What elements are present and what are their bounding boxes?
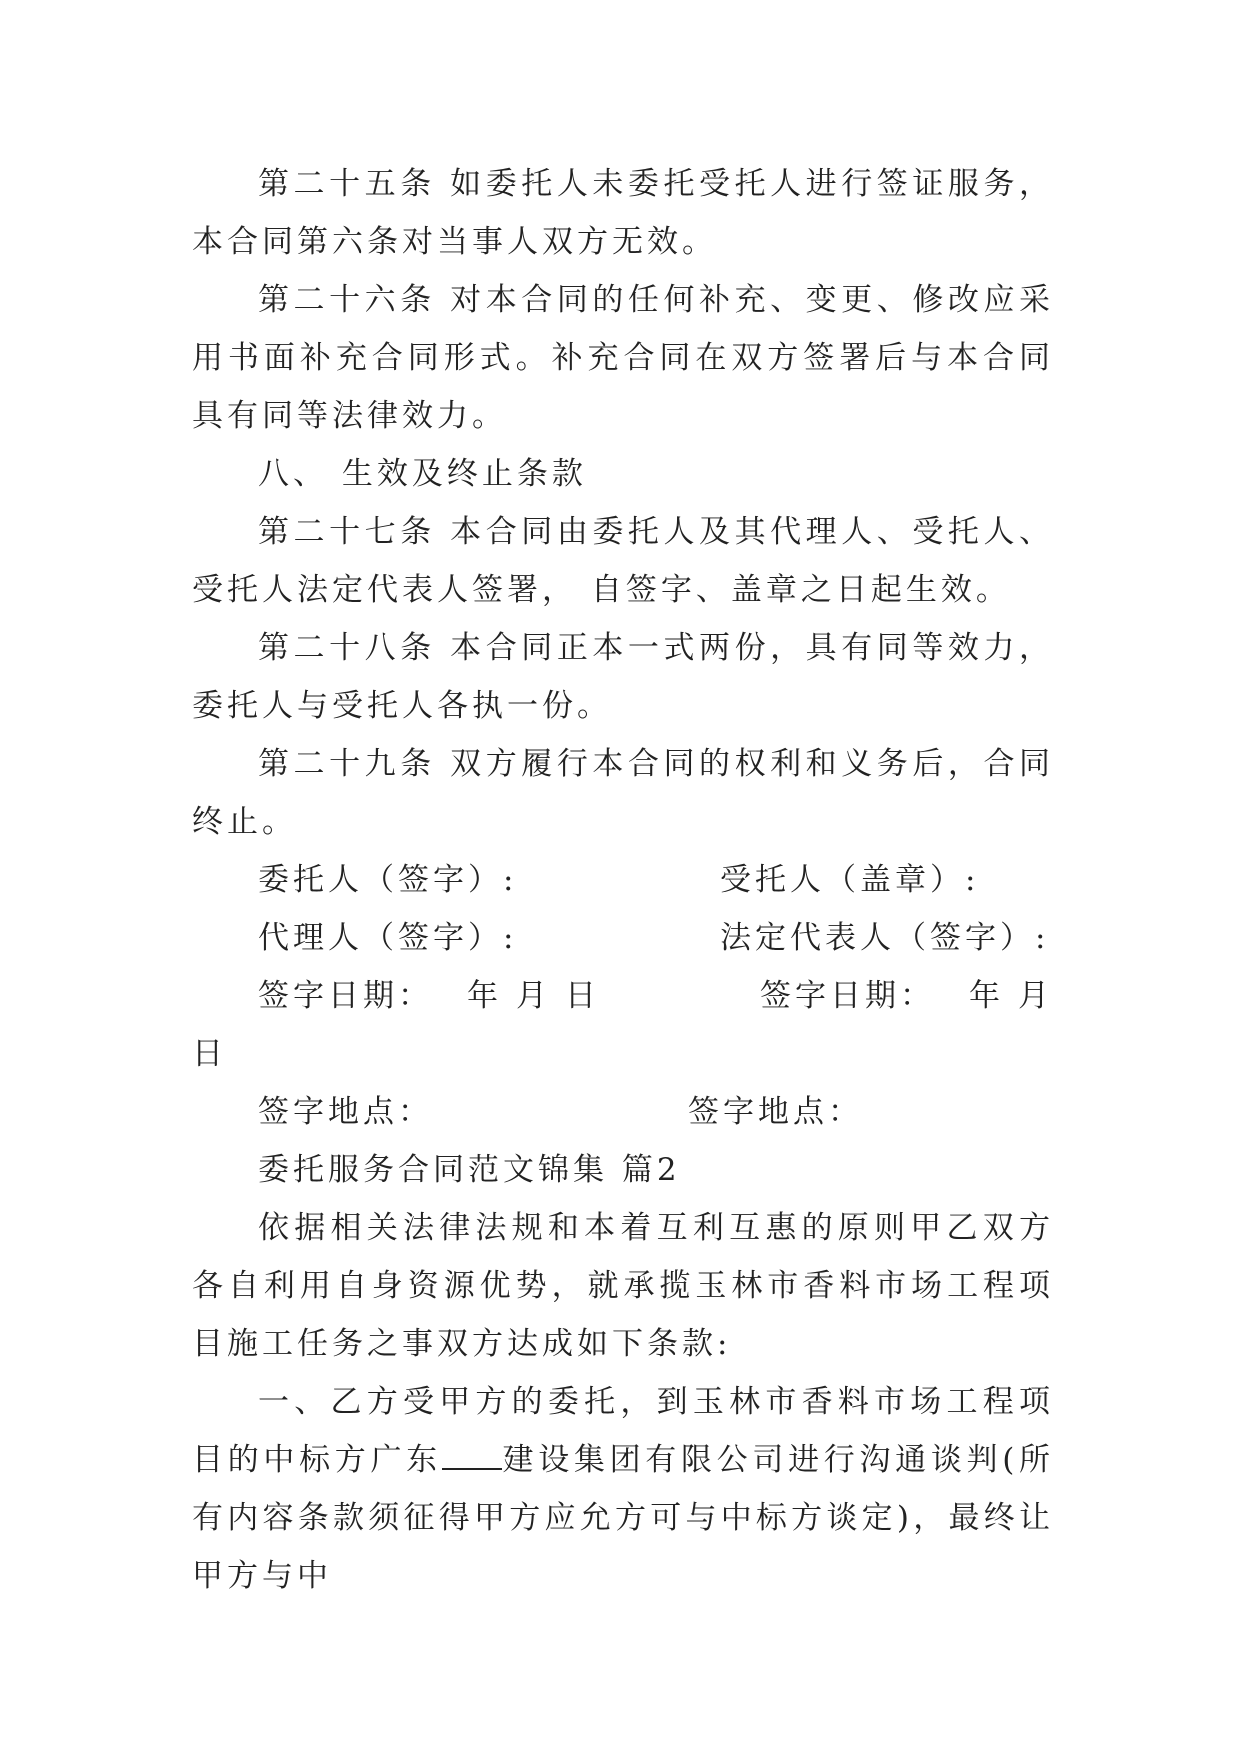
document-body bbox=[192, 155, 1054, 1605]
part2-clause-1 bbox=[192, 1373, 1054, 1605]
date-month-right: 月 bbox=[1018, 978, 1053, 1014]
date-month-left: 月 bbox=[516, 978, 551, 1014]
place-label-left: 签字地点： bbox=[258, 1094, 433, 1130]
article-25: 第二十五条 如委托人未委托受托人进行签证服务，本合同第六条对当事人双方无效。 bbox=[192, 166, 1054, 260]
signature-place-row bbox=[192, 1083, 1054, 1141]
article-26: 第二十六条 对本合同的任何补充、变更、修改应采用书面补充合同形式。补充合同在双方签署后与本合同具有同等法律效力。 bbox=[192, 282, 1054, 434]
clause1-text-before: 一、乙方受甲方的委托，到玉林市香料市场工程项目的中标方广东 bbox=[192, 1384, 1054, 1478]
date-year-left: 年 bbox=[467, 978, 502, 1014]
date-label-left: 签字日期： bbox=[258, 978, 433, 1014]
signature-date-left bbox=[258, 967, 600, 1025]
article-29: 第二十九条 双方履行本合同的权利和义务后，合同终止。 bbox=[192, 746, 1054, 840]
place-label-right: 签字地点： bbox=[688, 1094, 863, 1130]
article-27: 第二十七条 本合同由委托人及其代理人、受托人、受托人法定代表人签署， 自签字、盖章之日起生效。 bbox=[192, 514, 1054, 608]
signature-date-right bbox=[760, 967, 1053, 1025]
date-day-right-wrapped: 日 bbox=[192, 1036, 227, 1072]
legal-rep-signature-label: 法定代表人（签字）: bbox=[720, 920, 1050, 956]
fill-in-blank bbox=[442, 1444, 502, 1470]
signature-date-row bbox=[192, 967, 1054, 1025]
clause1-text-after: 建设集团有限公司进行沟通谈判(所有内容条款须征得甲方应允方可与中标方谈定)，最终让甲方与中 bbox=[192, 1442, 1055, 1594]
trustee-seal-label: 受托人（盖章）: bbox=[720, 862, 980, 898]
signature-row-1 bbox=[192, 851, 1054, 909]
date-day-left: 日 bbox=[565, 978, 600, 1014]
date-year-right: 年 bbox=[969, 978, 1004, 1014]
agent-signature-label: 代理人（签字）: bbox=[258, 920, 518, 956]
article-28: 第二十八条 本合同正本一式两份，具有同等效力，委托人与受托人各执一份。 bbox=[192, 630, 1054, 724]
client-signature-label: 委托人（签字）: bbox=[258, 862, 518, 898]
date-label-right: 签字日期： bbox=[760, 978, 935, 1014]
signature-row-2 bbox=[192, 909, 1054, 967]
part2-intro: 依据相关法律法规和本着互利互惠的原则甲乙双方各自利用自身资源优势，就承揽玉林市香料市场工程项目施工任务之事双方达成如下条款: bbox=[192, 1210, 1054, 1362]
section-8-heading: 八、 生效及终止条款 bbox=[258, 456, 587, 492]
part2-title: 委托服务合同范文锦集 篇2 bbox=[258, 1152, 681, 1188]
